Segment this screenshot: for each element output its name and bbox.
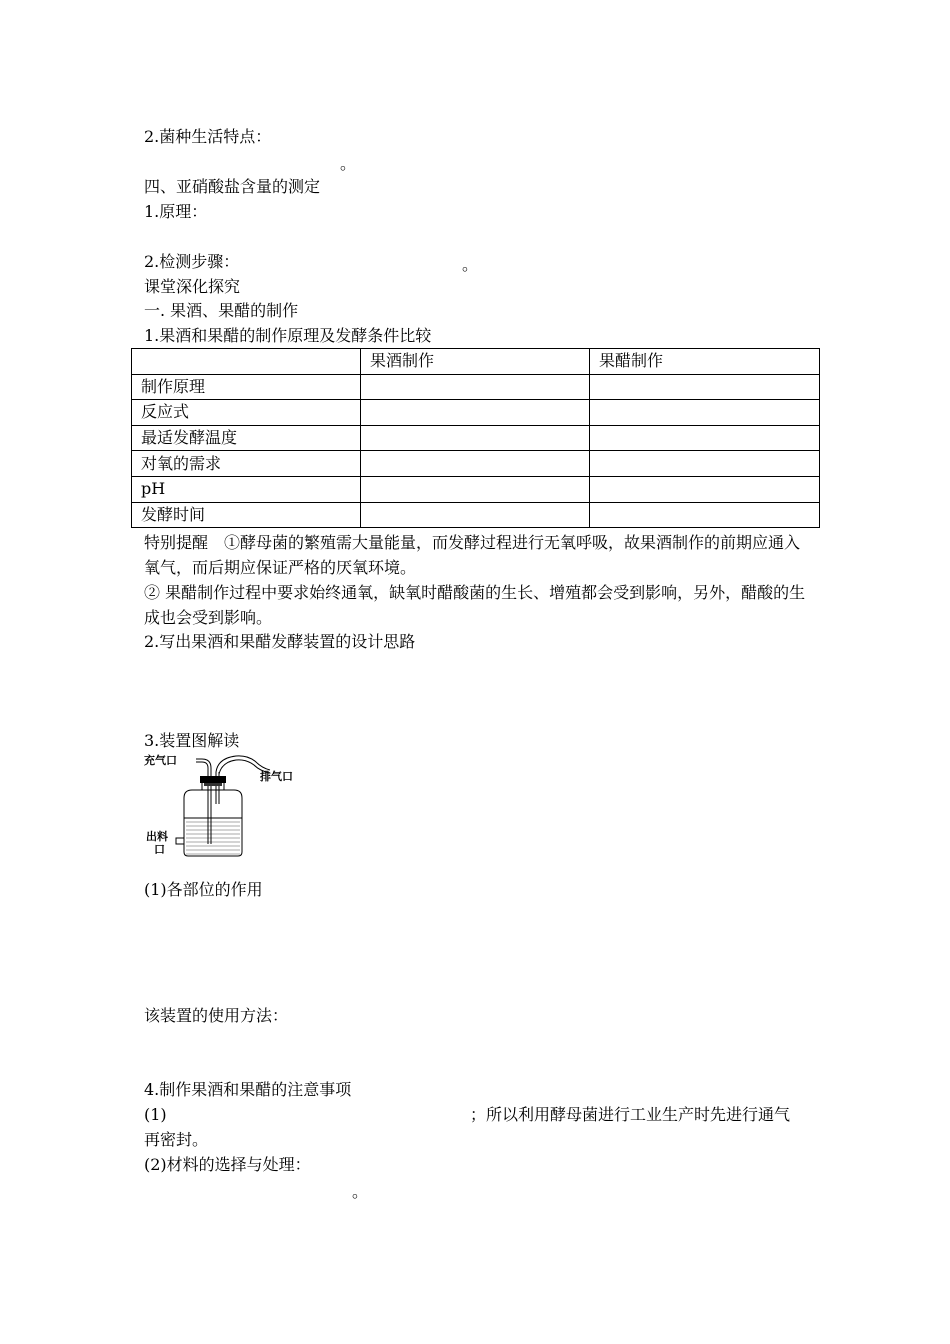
row-label: 对氧的需求 — [132, 451, 361, 477]
row-label: 发酵时间 — [132, 502, 361, 528]
row-label: 反应式 — [132, 400, 361, 426]
blank-end-period: 。 — [340, 154, 357, 173]
table-cell — [361, 502, 590, 528]
principle-line: 1.原理： — [144, 202, 208, 221]
table-header-cell: 果醋制作 — [590, 349, 820, 375]
table-cell — [590, 374, 820, 400]
table-row — [132, 451, 820, 477]
row-label: 最适发酵温度 — [132, 425, 361, 451]
table-cell — [590, 425, 820, 451]
table-row — [132, 502, 820, 528]
bacteria-characteristics-line: 2.菌种生活特点： — [144, 127, 272, 146]
table-header-cell: 果酒制作 — [361, 349, 590, 375]
fermentation-device-figure — [144, 752, 304, 864]
section-nitrite-heading: 四、亚硝酸盐含量的测定 — [144, 177, 321, 196]
comparison-table-caption: 1.果酒和果醋的制作原理及发酵条件比较 — [144, 326, 432, 345]
table-cell — [590, 451, 820, 477]
blank-end-period: 。 — [352, 1182, 369, 1201]
part-function-line: (1)各部位的作用 — [144, 880, 263, 899]
detection-steps-line: 2.检测步骤： — [144, 252, 240, 271]
table-cell — [361, 425, 590, 451]
table-row — [132, 400, 820, 426]
vinegar-oxygen-note: ② 果醋制作过程中要求始终通氧，缺氧时醋酸菌的生长、增殖都会受到影响，另外，醋酸的生成也会受到影响。 — [144, 583, 806, 627]
section-wine-vinegar-heading: 一. 果酒、果醋的制作 — [144, 301, 299, 320]
device-design-question: 2.写出果酒和果醋发酵装置的设计思路 — [144, 632, 416, 651]
table-cell — [361, 374, 590, 400]
classroom-inquiry-heading: 课堂深化探究 — [144, 277, 241, 296]
precautions-heading: 4.制作果酒和果醋的注意事项 — [144, 1080, 352, 1099]
table-cell — [361, 451, 590, 477]
label-outlet: 排气口 — [260, 770, 293, 783]
precaution-1-text: ；所以利用酵母菌进行工业生产时先进行通气 — [470, 1105, 791, 1124]
blank-end-period: 。 — [462, 255, 479, 274]
table-cell — [590, 400, 820, 426]
label-discharge-bottom: 口 — [154, 843, 165, 856]
table-cell — [361, 400, 590, 426]
device-diagram-heading: 3.装置图解读 — [144, 731, 240, 750]
comparison-table — [131, 348, 820, 528]
label-discharge-top: 出料 — [146, 830, 168, 843]
usage-method-line: 该装置的使用方法： — [144, 1006, 289, 1025]
precaution-1-continued: 再密封。 — [144, 1130, 209, 1149]
table-header-cell — [132, 349, 361, 375]
table-row — [132, 425, 820, 451]
table-row — [132, 476, 820, 502]
row-label: 制作原理 — [132, 374, 361, 400]
table-row — [132, 374, 820, 400]
row-label: pH — [132, 476, 361, 502]
fermentation-bottle-diagram — [144, 752, 304, 860]
table-header-row — [132, 349, 820, 375]
table-cell — [590, 502, 820, 528]
table-cell — [590, 476, 820, 502]
precaution-2-line: (2)材料的选择与处理： — [144, 1155, 311, 1174]
precaution-1-label: (1) — [144, 1105, 167, 1124]
table-cell — [361, 476, 590, 502]
label-inlet: 充气口 — [144, 754, 177, 767]
special-reminder-note: 特别提醒 ①酵母菌的繁殖需大量能量，而发酵过程进行无氧呼吸，故果酒制作的前期应通入氧气，而后期应保证严格的厌氧环境。 — [144, 533, 801, 577]
